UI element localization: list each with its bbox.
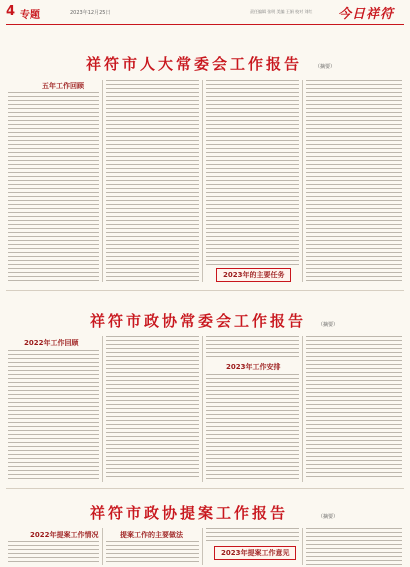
npc-text-col-4 [306,80,402,282]
proposal-opinion-heading: 2023年提案工作意见 [214,546,296,560]
proposal-report-title: 祥符市政协提案工作报告 [90,504,289,522]
cppcc-text-col-3b [206,374,299,480]
cppcc-text-col-2 [106,336,199,480]
npc-text-col-3 [206,80,299,265]
section-separator [6,290,404,291]
npc-review-heading: 五年工作回顾 [42,82,84,90]
proposal-text-col-3a [206,528,299,542]
column-divider [202,80,203,282]
section-separator [6,488,404,489]
cppcc-text-col-1 [8,350,99,480]
cppcc-text-col-4 [306,336,402,480]
column-divider [302,80,303,282]
proposal-report-continued: （摘要） [318,514,339,520]
editor-meta: 责任编辑 张明 美编 王娟 校对 刘红 [250,9,313,14]
newspaper-logo: 今日祥符 [338,7,395,22]
page-number: 4 [6,4,16,19]
proposal-text-col-1 [8,541,99,565]
section-label: 专题 [20,10,40,21]
column-divider [302,528,303,565]
npc-report-continued: （摘要） [315,64,336,70]
npc-text-col-1 [8,92,99,282]
masthead [0,0,410,26]
column-divider [102,336,103,482]
proposal-status-heading: 2022年提案工作情况 [30,531,99,539]
column-divider [102,528,103,565]
proposal-method-heading: 提案工作的主要做法 [120,531,183,539]
column-divider [102,80,103,282]
cppcc-report-continued: （摘要） [318,322,339,328]
cppcc-text-col-3a [206,336,299,358]
masthead-rule [6,24,404,25]
column-divider [202,528,203,565]
column-divider [202,336,203,482]
issue-date: 2023年12月25日 [70,10,111,16]
proposal-text-col-2 [106,541,199,565]
proposal-text-col-4 [306,528,402,565]
npc-tasks-heading: 2023年的主要任务 [216,268,291,282]
cppcc-review-heading: 2022年工作回顾 [24,339,79,347]
column-divider [302,336,303,482]
cppcc-report-title: 祥符市政协常委会工作报告 [90,312,307,330]
npc-text-col-2 [106,80,199,282]
cppcc-plan-heading: 2023年工作安排 [226,363,281,371]
npc-report-title: 祥符市人大常委会工作报告 [86,55,303,73]
